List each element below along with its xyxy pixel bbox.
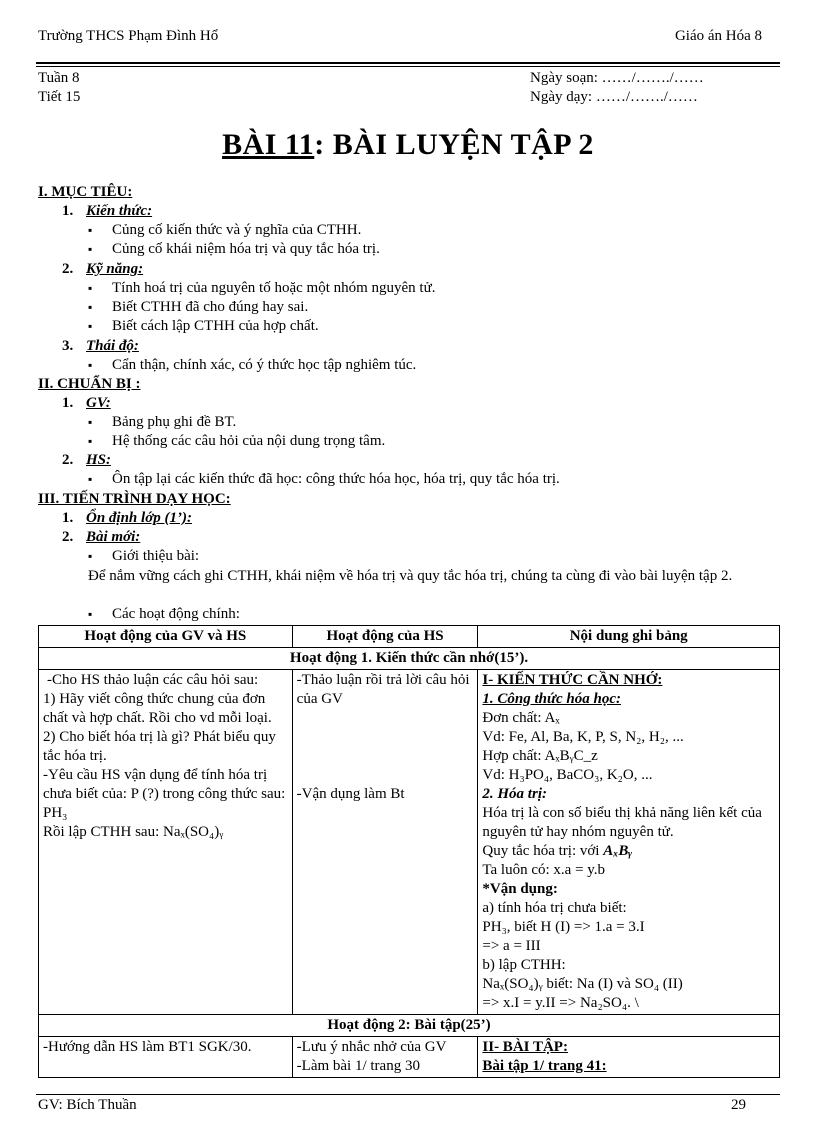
subsection-student: 2. HS:: [62, 452, 112, 468]
list-item: ▪ Biết CTHH đã cho đúng hay sai.: [88, 299, 308, 316]
prep-date: Ngày soạn: ……/……./……: [530, 70, 704, 86]
cell-line: -Vận dụng làm Bt: [296, 786, 405, 802]
cell-line: -Cho HS thảo luận các câu hỏi sau:: [47, 672, 259, 688]
activity-2-content: [478, 1037, 780, 1078]
cell-line: PH₃, biết H (I) => 1.a = 3.I: [482, 919, 645, 935]
content-heading: I- KIẾN THỨC CẦN NHỚ:: [482, 672, 663, 688]
cell-line: Vd: Fe, Al, Ba, K, P, S, N₂, H₂, ...: [482, 729, 684, 745]
cell-line: => x.I = y.II => Na₂SO₄. \: [482, 995, 639, 1011]
cell-line: -Hướng dẫn HS làm BT1 SGK/30.: [43, 1039, 252, 1055]
header-rule: [36, 62, 780, 64]
cell-line: Rồi lập CTHH sau: Naₓ(SO₄)ᵧ: [43, 824, 224, 840]
activity-2-title: Hoạt động 2: Bài tập(25’): [39, 1015, 780, 1037]
lesson-title: [0, 128, 816, 162]
list-item: ▪ Ôn tập lại các kiến thức đã học: công thức hóa học, hóa trị, quy tắc hóa trị.: [88, 471, 560, 488]
column-header: Hoạt động của GV và HS: [39, 626, 293, 648]
list-item: ▪ Cẩn thận, chính xác, có ý thức học tập nghiêm túc.: [88, 357, 416, 374]
lesson-name: : BÀI LUYỆN TẬP 2: [314, 128, 594, 161]
list-item: ▪ Biết cách lập CTHH của hợp chất.: [88, 318, 319, 335]
section-objectives: I. MỤC TIÊU:: [38, 184, 133, 200]
content-subheading: *Vận dụng:: [482, 881, 558, 897]
content-heading: II- BÀI TẬP:: [482, 1039, 568, 1055]
footer-rule: [36, 1094, 780, 1095]
activity-1-student: [292, 670, 478, 1015]
list-item: ▪ Giới thiệu bài:: [88, 548, 199, 565]
cell-line: -Làm bài 1/ trang 30: [296, 1058, 420, 1074]
school-name: Trường THCS Phạm Đình Hổ: [38, 28, 219, 44]
cell-line: Vd: H₃PO₄, BaCO₃, K₂O, ...: [482, 767, 653, 783]
activity-1-teacher: [39, 670, 293, 1015]
activity-2-teacher: [39, 1037, 293, 1078]
list-item: ▪ Các hoạt động chính:: [88, 606, 240, 623]
header-rule-thin: [36, 66, 780, 67]
list-item: ▪ Củng cố khái niệm hóa trị và quy tắc hóa trị.: [88, 241, 380, 258]
table-row: [39, 648, 780, 670]
section-procedure: III. TIẾN TRÌNH DẠY HỌC:: [38, 491, 231, 507]
lesson-number: BÀI 11: [222, 128, 315, 161]
content-subheading: 2. Hóa trị:: [482, 786, 547, 802]
content-subheading: 1. Công thức hóa học:: [482, 691, 621, 707]
list-item: ▪ Bảng phụ ghi đề BT.: [88, 414, 236, 431]
subsection-teacher: 1. GV:: [62, 395, 111, 411]
activities-table: [38, 625, 780, 1078]
subject-label: Giáo án Hóa 8: [674, 28, 762, 44]
section-preparation: II. CHUẨN BỊ :: [38, 376, 141, 392]
cell-line: 2) Cho biết hóa trị là gì? Phát biểu quy tắc hóa trị.: [43, 729, 276, 764]
teacher-name: GV: Bích Thuần: [38, 1097, 137, 1113]
table-row: [39, 1037, 780, 1078]
cell-line: Hóa trị là con số biểu thị khả năng liên kết của nguyên tử hay nhóm nguyên tử.: [482, 805, 762, 840]
cell-line: b) lập CTHH:: [482, 957, 566, 973]
subsection-knowledge: 1. Kiến thức:: [62, 203, 153, 219]
content-subheading: Bài tập 1/ trang 41:: [482, 1058, 607, 1074]
subsection-class-order: 1. Ổn định lớp (1’):: [62, 510, 192, 526]
week: Tuần 8: [38, 70, 80, 86]
column-header: Hoạt động của HS: [292, 626, 478, 648]
cell-line: a) tính hóa trị chưa biết:: [482, 900, 627, 916]
activity-1-title: Hoạt động 1. Kiến thức cần nhớ(15’).: [39, 648, 780, 670]
table-row: [39, 670, 780, 1015]
teach-date: Ngày dạy: ……/……./……: [530, 89, 698, 105]
page-number: 29: [731, 1097, 746, 1113]
activity-1-content: [478, 670, 780, 1015]
valence-rule-formula: AₓBᵧ: [603, 843, 633, 859]
cell-line: => a = III: [482, 938, 541, 954]
list-item: ▪ Hệ thống các câu hỏi của nội dung trọng tâm.: [88, 433, 385, 450]
table-row: [39, 1015, 780, 1037]
subsection-new-lesson: 2. Bài mới:: [62, 529, 141, 545]
cell-line: -Lưu ý nhắc nhở của GV: [296, 1039, 447, 1055]
activity-2-student: [292, 1037, 478, 1078]
list-item: ▪ Củng cố kiến thức và ý nghĩa của CTHH.: [88, 222, 361, 239]
list-item: ▪ Tính hoá trị của nguyên tố hoặc một nhóm nguyên tử.: [88, 280, 435, 297]
cell-line: Đơn chất: Aₓ: [482, 710, 560, 726]
cell-line: -Yêu cầu HS vận dụng để tính hóa trị chưa biết của: P (?) trong công thức sau: PH₃: [43, 767, 286, 821]
cell-line: Hợp chất: AₓBᵧC_z: [482, 748, 598, 764]
subsection-skills: 2. Kỹ năng:: [62, 261, 144, 277]
intro-paragraph: Để nắm vững cách ghi CTHH, khái niệm về hóa trị và quy tắc hóa trị, chúng ta cùng đi vào bài luyện tập 2.: [88, 568, 733, 584]
cell-line: Quy tắc hóa trị: với AₓBᵧ: [482, 843, 633, 859]
cell-line: Ta luôn có: x.a = y.b: [482, 862, 606, 878]
subsection-attitude: 3. Thái độ:: [62, 338, 139, 354]
column-header: Nội dung ghi bảng: [478, 626, 780, 648]
cell-line: 1) Hãy viết công thức chung của đơn chất và hợp chất. Rồi cho vd mỗi loại.: [43, 691, 272, 726]
period: Tiết 15: [38, 89, 81, 105]
cell-line: -Thảo luận rồi trả lời câu hỏi của GV: [296, 672, 470, 707]
table-header-row: [39, 626, 780, 648]
cell-line: Naₓ(SO₄)ᵧ biết: Na (I) và SO₄ (II): [482, 976, 683, 992]
